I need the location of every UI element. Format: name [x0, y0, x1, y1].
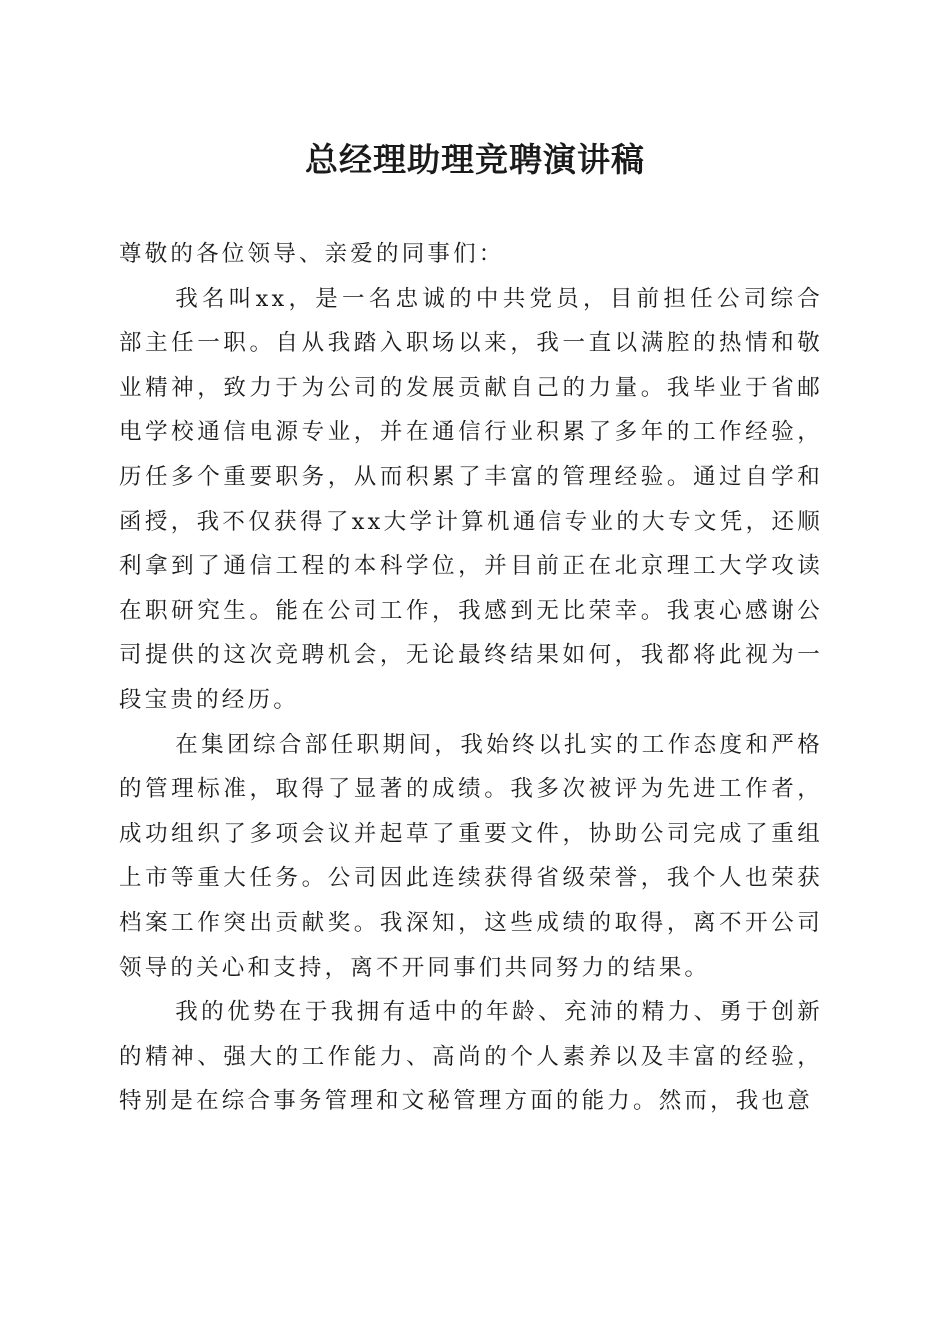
document-title: 总经理助理竞聘演讲稿 — [305, 140, 645, 179]
paragraph: 我的优势在于我拥有适中的年龄、充沛的精力、勇于创新的精神、强大的工作能力、高尚的个人素养以及丰富的经验，特别是在综合事务管理和文秘管理方面的能力。然而，我也意 — [119, 999, 823, 1115]
paragraph: 我名叫xx，是一名忠诚的中共党员，目前担任公司综合部主任一职。自从我踏入职场以来，我一直以满腔的热情和敬业精神，致力于为公司的发展贡献自己的力量。我毕业于省邮电学校通信电源专业，并在通信行业积累了多年的工作经验，历任多个重要职务，从而积累了丰富的管理经验。通过自学和函授，我不仅获得了xx大学计算机通信专业的大专文凭，还顺利拿到了通信工程的本科学位，并目前正在北京理工大学攻读在职研究生。能在公司工作，我感到无比荣幸。我衷心感谢公司提供的这次竞聘机会，无论最终结果如何，我都将此视为一段宝贵的经历。 — [119, 285, 823, 713]
document-body — [119, 232, 823, 1124]
paragraph: 在集团综合部任职期间，我始终以扎实的工作态度和严格的管理标准，取得了显著的成绩。我多次被评为先进工作者，成功组织了多项会议并起草了重要文件，协助公司完成了重组上市等重大任务。公司因此连续获得省级荣誉，我个人也荣获档案工作突出贡献奖。我深知，这些成绩的取得，离不开公司领导的关心和支持，离不开同事们共同努力的结果。 — [119, 731, 823, 981]
salutation: 尊敬的各位领导、亲爱的同事们： — [119, 241, 505, 267]
